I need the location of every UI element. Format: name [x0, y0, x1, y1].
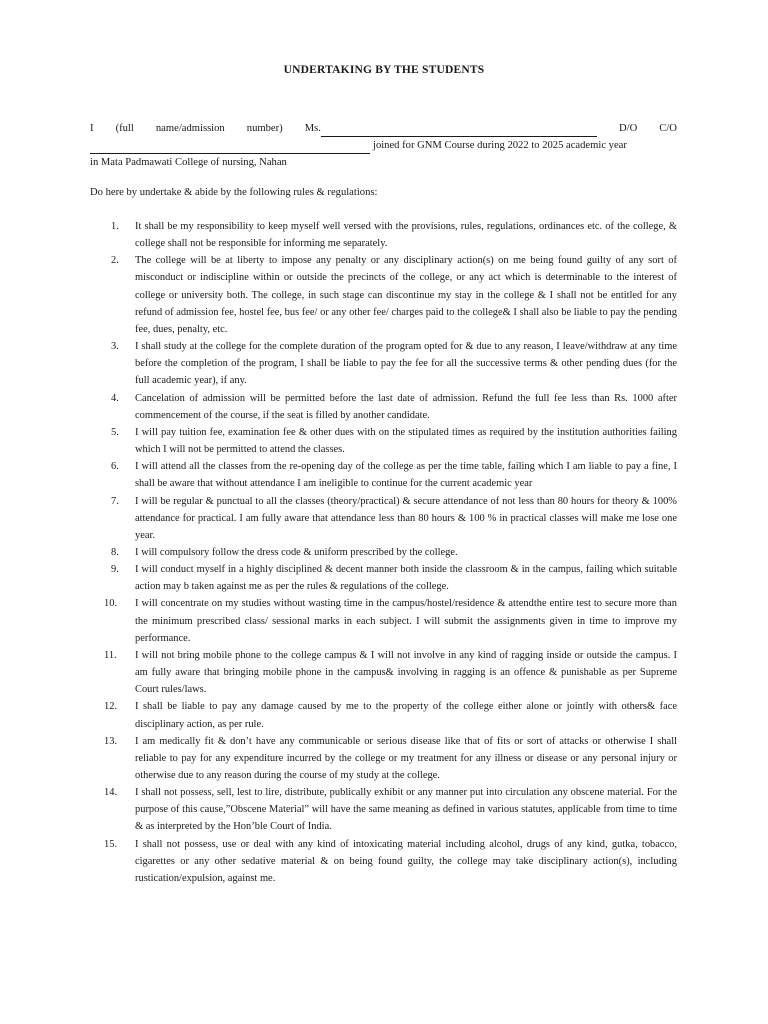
rule-number: 5. — [111, 426, 119, 438]
rule-text: I will compulsory follow the dress code & uniform prescribed by the college. — [135, 546, 458, 558]
rule-text: I am medically fit & don’t have any communicable or serious disease like that of fits or sort of attacks or otherwise I shall reliable to pay for any expenditure incurred by the college or my treatment for any illness or disease or any personal injury or otherwise due to any reason during the course of my study at the college. — [135, 735, 677, 781]
rule-item — [90, 424, 677, 458]
rule-text: I shall study at the college for the complete duration of the program opted for & due to any reason, I leave/withdraw at any time before the completion of the program, I shall be liable to pay the fee for all the successive terms & other pending dues (for the full academic year), if any. — [135, 341, 677, 387]
rule-text: I will be regular & punctual to all the classes (theory/practical) & secure attendance of not less than 80 hours for theory & 100% attendance for practical. I am fully aware that attendance less than 80 hours & 100 % in practical classes will make me lose one year. — [135, 495, 677, 541]
rule-number: 7. — [111, 495, 119, 507]
declaration-text: Do here by undertake & abide by the following rules & regulations: — [90, 187, 378, 198]
student-name-blank[interactable] — [321, 124, 597, 137]
intro-i-label: I — [90, 123, 94, 134]
intro-line-name — [90, 120, 677, 137]
rule-item — [90, 836, 677, 887]
intro-name-label: name/admission — [155, 123, 225, 134]
rule-item — [90, 544, 677, 561]
rule-number: 3. — [111, 341, 119, 353]
rule-text: I will pay tuition fee, examination fee & other dues with on the stipulated times as required by the institution authorities failing which I will not be permitted to attend the classes. — [135, 426, 677, 456]
rule-number: 8. — [111, 546, 119, 558]
document-title: UNDERTAKING BY THE STUDENTS — [283, 64, 485, 76]
intro-number-label: number) — [246, 123, 283, 134]
rule-number: 12. — [104, 701, 118, 713]
rule-text: I shall be liable to pay any damage caused by me to the property of the college either alone or jointly with others& face disciplinary action, as per rule. — [135, 701, 677, 730]
rule-item — [90, 595, 677, 646]
rule-text: I will conduct myself in a highly disciplined & decent manner both inside the classroom & in the campus, failing which suitable action may b taken against me as per the rules & regulations of the college. — [135, 564, 677, 593]
intro-full-label: (full — [115, 123, 134, 134]
rule-text: I shall not possess, use or deal with any kind of intoxicating material including alcohol, drugs of any kind, gutka, tobacco, cigarettes or any other sedative material & on being found guilty, the college may take disciplinary action(s), including rustication/expulsion, against me. — [135, 838, 677, 884]
rule-item — [90, 493, 677, 544]
rule-item — [90, 458, 677, 492]
rule-number: 15. — [104, 838, 118, 850]
intro-paragraph — [90, 120, 677, 172]
rule-item — [90, 390, 677, 424]
rule-item — [90, 218, 677, 252]
rule-number: 9. — [111, 564, 119, 576]
intro-do-label: D/O — [618, 123, 638, 134]
rule-text: Cancelation of admission will be permitted before the last date of admission. Refund the full fee less than Rs. 1000 after commencement of the course, if the seat is filled by another candidate. — [135, 392, 677, 421]
intro-co-label: C/O — [659, 123, 677, 134]
rule-item — [90, 647, 677, 698]
rule-number: 1. — [111, 221, 119, 232]
rule-number: 4. — [111, 392, 119, 404]
rule-number: 2. — [111, 255, 119, 267]
rule-item — [90, 252, 677, 338]
rule-number: 13. — [104, 735, 118, 747]
rule-number: 11. — [104, 649, 117, 661]
rule-number: 10. — [104, 598, 118, 610]
rule-item — [90, 733, 677, 784]
rule-number: 14. — [104, 787, 118, 799]
rule-text: I will concentrate on my studies without wasting time in the campus/hostel/residence & attendthe entire test to secure more than the minimum prescribed class/ sessional marks in each subject. I will submit the assignments given in time to improve my performance. — [135, 598, 677, 644]
rule-item — [90, 561, 677, 595]
intro-joined-text: joined for GNM Course during 2022 to 2025 academic year — [373, 140, 627, 152]
intro-college-text: in Mata Padmawati College of nursing, Nahan — [90, 157, 287, 169]
rule-text: I will attend all the classes from the re-opening day of the college as per the time table, failing which I am liable to pay a fine, I shall be aware that without attendance I am ineligible to continue for the current academic year — [135, 461, 677, 490]
rule-number: 6. — [111, 461, 119, 473]
rule-text: The college will be at liberty to impose any penalty or any disciplinary action(s) on me being found guilty of any sort of misconduct or indiscipline within or outside the precincts of the college, or any act which is determinable to the interest of college or university both. The college, in such stage can discontinue my stay in the college & I shall not be entitled for any refund of admission fee, hostel fee, bus fee/ or any other fee/ charges paid to the college& I shall also be liable to pay the pending fee, dues, penalty, etc. — [135, 255, 677, 335]
parent-name-blank[interactable] — [90, 141, 370, 154]
intro-ms-label: Ms. — [304, 123, 321, 134]
rule-item — [90, 784, 677, 835]
intro-ms-group — [305, 120, 597, 137]
rule-item — [90, 698, 677, 732]
rules-list — [90, 218, 677, 887]
rule-text: I shall not possess, sell, lest to lire, distribute, publically exhibit or any manner put into circulation any obscene material. For the purpose of this cause,”Obscene Material” will have the same meaning as defined in various statutes, applicable from time to time & as interpreted by the Hon’ble Court of India. — [135, 787, 677, 833]
rule-text: I will not bring mobile phone to the college campus & I will not involve in any kind of ragging inside or outside the campus. I am fully aware that bringing mobile phone in the campus& involving in ragging is an offence & punishable as per Supreme Court rules/laws. — [135, 649, 677, 696]
intro-line-parent — [90, 137, 677, 154]
rule-text: It shall be my responsibility to keep myself well versed with the provisions, rules, regulations, ordinances etc. of the college, & college shall not be responsible for informing me separately. — [135, 221, 677, 250]
rule-item — [90, 338, 677, 389]
